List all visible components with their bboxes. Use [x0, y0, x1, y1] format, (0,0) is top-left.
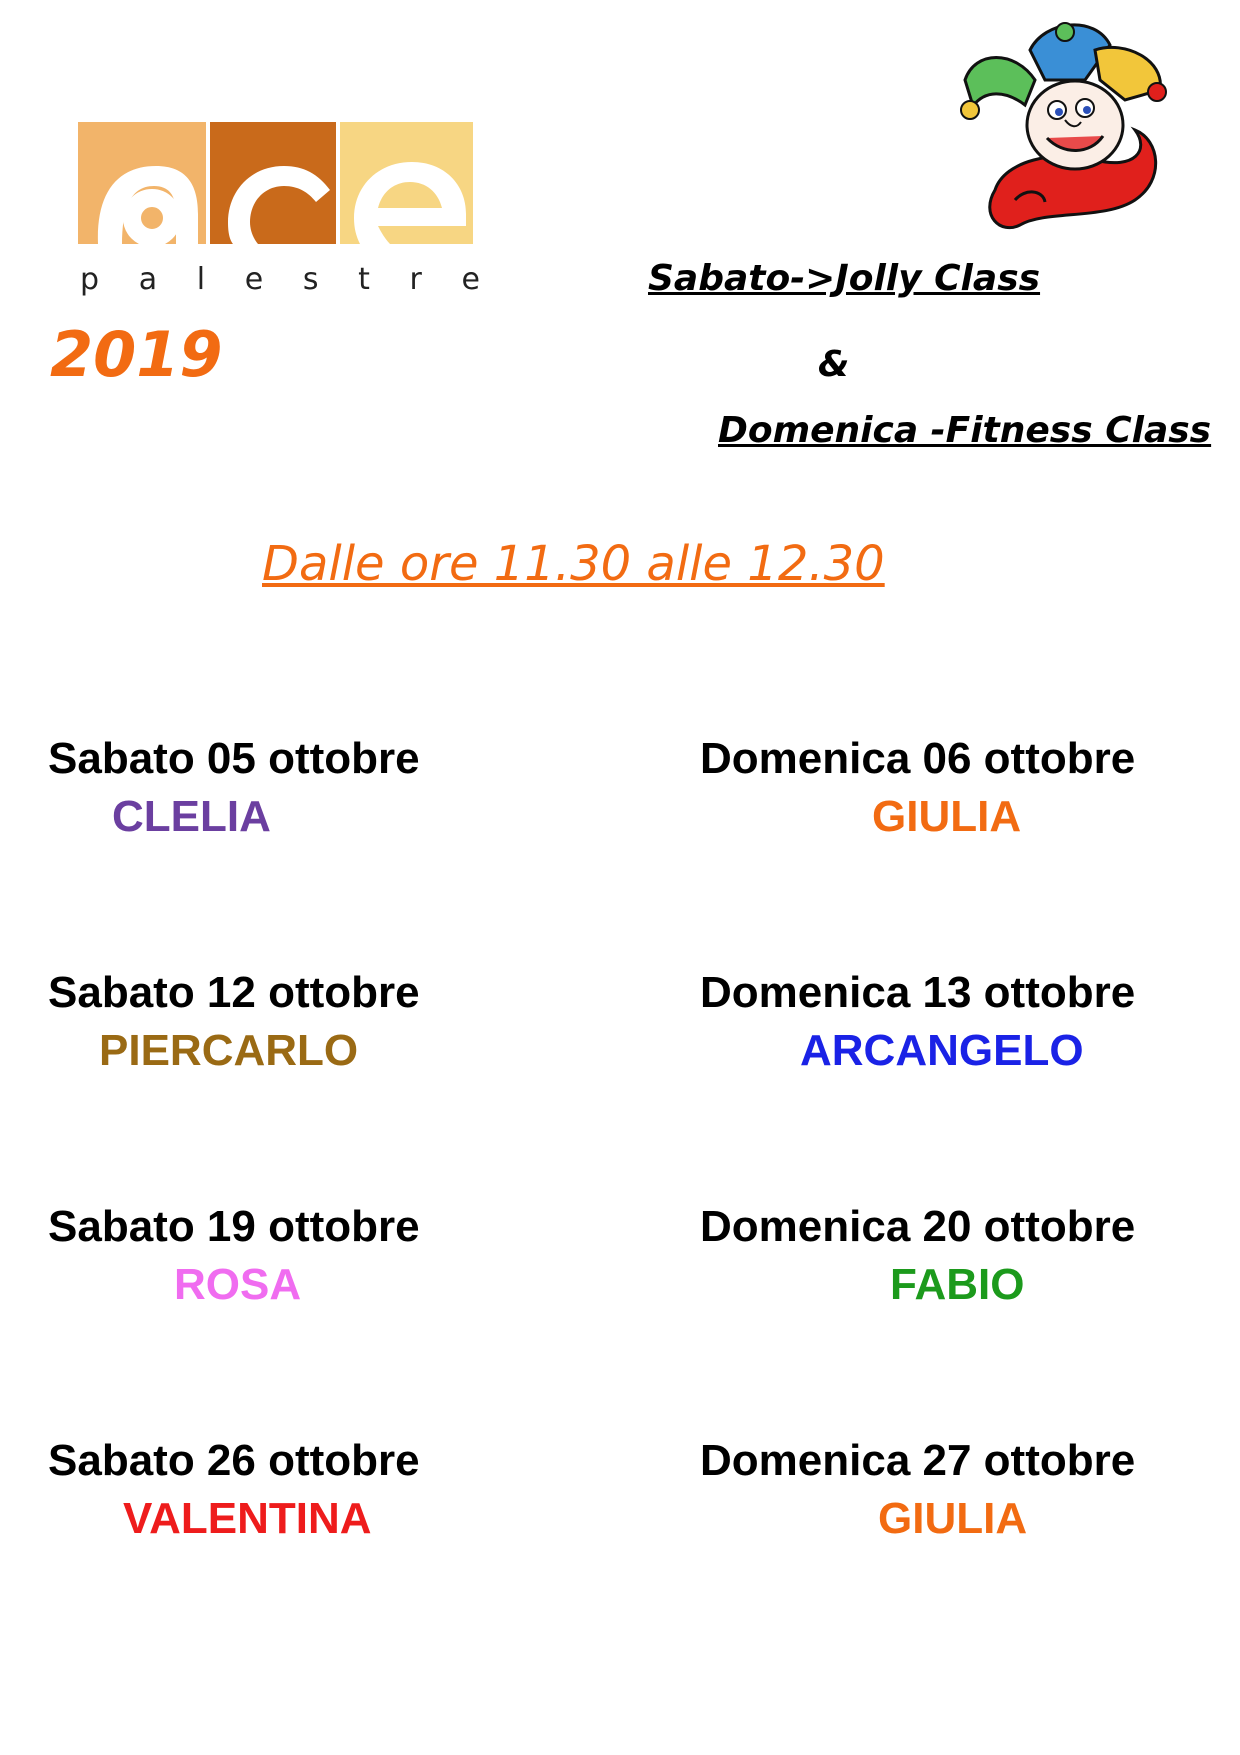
sunday-date: Domenica 13 ottobre — [700, 968, 1136, 1017]
saturday-instructor: PIERCARLO — [99, 1026, 359, 1075]
logo-subtitle-letter: s — [302, 262, 319, 297]
logo-subtitle-letter: e — [244, 262, 264, 297]
saturday-date: Sabato 12 ottobre — [48, 968, 420, 1017]
sunday-date: Domenica 20 ottobre — [700, 1202, 1136, 1251]
logo-subtitle-letter: l — [196, 262, 206, 297]
saturday-date: Sabato 05 ottobre — [48, 734, 420, 783]
saturday-instructor: ROSA — [174, 1260, 302, 1309]
ampersand-label: & — [818, 344, 850, 385]
sunday-class-heading: Domenica -Fitness Class — [718, 410, 1212, 451]
logo-subtitle-letter: p — [80, 262, 100, 297]
saturday-instructor: VALENTINA — [123, 1494, 372, 1543]
saturday-class-heading: Sabato->Jolly Class — [648, 258, 1041, 299]
sunday-instructor: GIULIA — [878, 1494, 1028, 1543]
time-range-heading: Dalle ore 11.30 alle 12.30 — [262, 536, 885, 592]
sunday-date: Domenica 06 ottobre — [700, 734, 1136, 783]
sunday-instructor: ARCANGELO — [800, 1026, 1084, 1075]
logo-subtitle-letter: t — [358, 262, 370, 297]
sunday-instructor: GIULIA — [872, 792, 1022, 841]
sunday-date: Domenica 27 ottobre — [700, 1436, 1136, 1485]
logo-subtitle-letter: a — [138, 262, 158, 297]
saturday-date: Sabato 19 ottobre — [48, 1202, 420, 1251]
logo-subtitle-letter: r — [409, 262, 422, 297]
sunday-instructor: FABIO — [890, 1260, 1025, 1309]
logo-subtitle — [80, 262, 480, 297]
logo-subtitle-letter: e — [461, 262, 480, 297]
saturday-date: Sabato 26 ottobre — [48, 1436, 420, 1485]
jester-illustration — [935, 10, 1185, 240]
year-label: 2019 — [50, 318, 223, 391]
saturday-instructor: CLELIA — [112, 792, 271, 841]
